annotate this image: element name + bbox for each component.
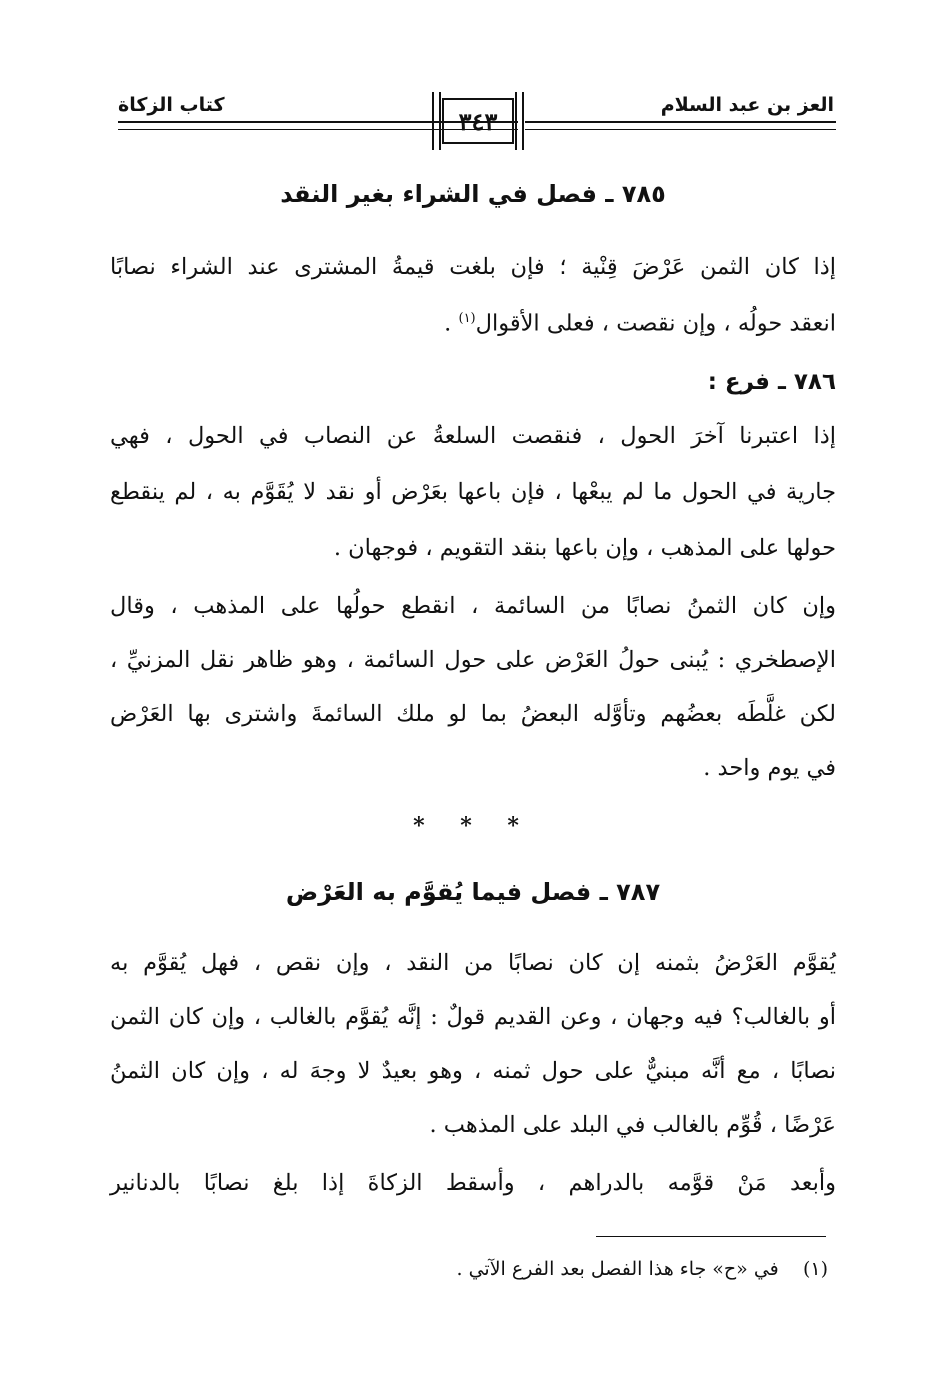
text-line: حولها على المذهب ، وإن باعها بنقد التقويم ، فوجهان .: [333, 535, 836, 561]
page-number: ٣٤٣: [458, 106, 498, 136]
text-span: .: [444, 310, 459, 337]
text-line: عَرْضًا ، قُوِّم بالغالب في البلد على المذهب .: [429, 1112, 836, 1138]
text-line: نصابًا ، مع أنَّه مبنيٌّ على حول ثمنه ، وهو بعيدٌ لا وجهَ له ، وإن كان الثمنُ: [110, 1058, 836, 1084]
running-head-book: كتاب الزكاة: [118, 94, 225, 116]
text-line: إذا كان الثمن عَرْضَ قِنْية ؛ فإن بلغت قيمةُ المشترى عند الشراء نصابًا: [110, 254, 836, 280]
footnote-ref: (١): [458, 311, 476, 326]
text-line: الإصطخري : يُبنى حولُ العَرْض على حول السائمة ، وهو ظاهر نقل المزنيِّ ،: [110, 647, 836, 673]
text-line: وأبعد مَنْ قوَّمه بالدراهم ، وأسقط الزكاةَ إذا بلغ نصابًا بالدنانير: [110, 1170, 836, 1196]
text-line: يُقوَّم العَرْضُ بثمنه إن كان نصابًا من النقد ، وإن نقص ، فهل يُقوَّم به: [110, 950, 836, 976]
text-line: أو بالغالب؟ فيه وجهان ، وعن القديم قولٌ : إنَّه يُقوَّم بالغالب ، وإن كان الثمن: [110, 1004, 836, 1030]
text-line: في يوم واحد .: [703, 755, 836, 781]
footnote-marker: (١): [802, 1258, 828, 1280]
section-786-title: ٧٨٦ ـ فرع :: [707, 369, 836, 395]
footnote: [457, 1258, 828, 1280]
text-line: لكن غلَّطَه بعضُهم وتأوَّله البعضُ بما لو ملك السائمةَ واشترى بها العَرْض: [110, 701, 836, 727]
footnote-rule: [596, 1236, 826, 1237]
text-span: انعقد حولُه ، وإن نقصت ، فعلى الأقوال: [475, 310, 836, 337]
section-785-title: ٧٨٥ ـ فصل في الشراء بغير النقد: [280, 180, 666, 208]
section-separator: * * *: [413, 813, 533, 839]
header-rule-right: [525, 121, 836, 130]
section-787-title: ٧٨٧ ـ فصل فيما يُقوَّم به العَرْض: [285, 878, 661, 906]
page-number-frame: [432, 92, 524, 150]
text-line: إذا اعتبرنا آخرَ الحول ، فنقصت السلعةُ عن النصاب في الحول ، فهي: [110, 423, 836, 449]
text-line: وإن كان الثمنُ نصابًا من السائمة ، انقطع حولُها على المذهب ، وقال: [110, 593, 836, 619]
frame-ornament-left: [432, 92, 441, 150]
footnote-text: في «ح» جاء هذا الفصل بعد الفرع الآتي .: [456, 1258, 779, 1280]
text-line: [110, 304, 836, 337]
frame-ornament-right: [515, 92, 524, 150]
running-head-author: العز بن عبد السلام: [660, 94, 834, 116]
text-line: جارية في الحول ما لم يبعْها ، فإن باعها بعَرْض أو نقد لا يُقَوَّم به ، لم ينقطع: [110, 479, 836, 505]
